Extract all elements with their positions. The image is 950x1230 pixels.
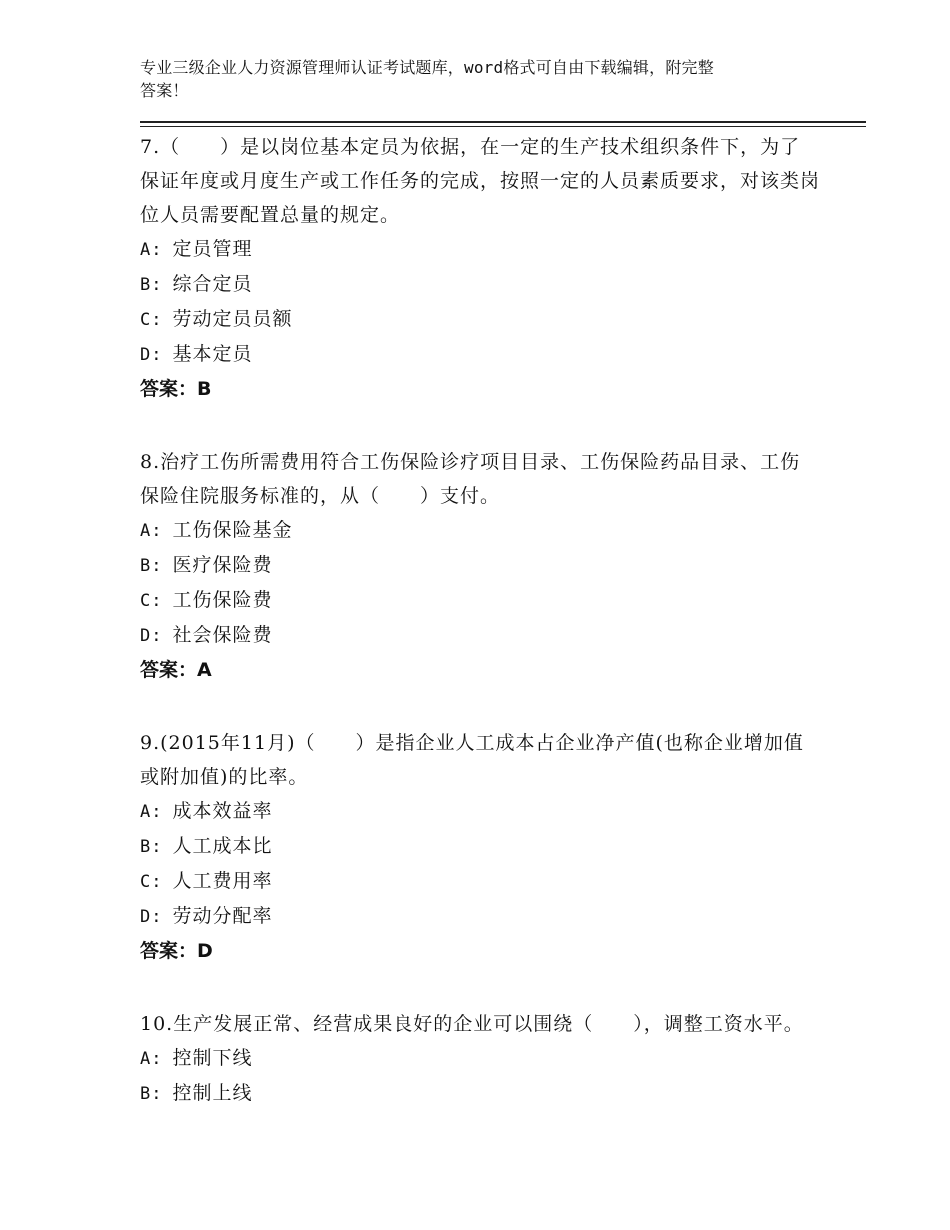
option-d — [140, 899, 820, 934]
answer-line: 答案：B — [140, 378, 212, 400]
question-stem: 10.生产发展正常、经营成果良好的企业可以围绕（ ），调整工资水平。 — [140, 1013, 804, 1035]
option-letter: D: — [140, 345, 163, 365]
option-letter: D: — [140, 907, 163, 927]
header-line-2: 答案！ — [140, 81, 189, 100]
option-d — [140, 337, 820, 372]
option-letter: D: — [140, 626, 163, 646]
option-letter: B: — [140, 1084, 163, 1104]
option-a — [140, 1041, 820, 1076]
question-7 — [140, 127, 820, 406]
option-a — [140, 794, 820, 829]
option-letter: A: — [140, 802, 163, 822]
question-8 — [140, 442, 820, 687]
option-a — [140, 513, 820, 548]
option-c — [140, 864, 820, 899]
question-stem: 9.(2015年11月)（ ）是指企业人工成本占企业净产值(也称企业增加值或附加值)的比率。 — [140, 732, 804, 788]
option-letter: C: — [140, 872, 163, 892]
option-text: 成本效益率 — [172, 800, 273, 822]
option-text: 综合定员 — [172, 273, 253, 295]
header-line-1: 专业三级企业人力资源管理师认证考试题库，word格式可自由下载编辑，附完整 — [140, 58, 714, 77]
question-9 — [140, 723, 820, 968]
option-letter: C: — [140, 591, 163, 611]
question-stem: 8.治疗工伤所需费用符合工伤保险诊疗项目目录、工伤保险药品目录、工伤保险住院服务标准的，从（ ）支付。 — [140, 451, 801, 507]
option-letter: C: — [140, 310, 163, 330]
answer-line: 答案：D — [140, 940, 213, 962]
option-text: 劳动分配率 — [172, 905, 273, 927]
option-text: 工伤保险费 — [172, 589, 273, 611]
question-list — [140, 127, 820, 1147]
option-letter: B: — [140, 837, 163, 857]
option-letter: B: — [140, 556, 163, 576]
option-letter: A: — [140, 521, 163, 541]
document-header — [140, 56, 820, 102]
option-text: 基本定员 — [172, 343, 253, 365]
question-stem: 7.（ ）是以岗位基本定员为依据，在一定的生产技术组织条件下，为了保证年度或月度生产或工作任务的完成，按照一定的人员素质要求，对该类岗位人员需要配置总量的规定。 — [140, 136, 821, 226]
answer-line: 答案：A — [140, 659, 212, 681]
option-text: 控制上线 — [172, 1082, 253, 1104]
option-b — [140, 267, 820, 302]
option-letter: A: — [140, 1049, 163, 1069]
option-b — [140, 1076, 820, 1111]
option-text: 控制下线 — [172, 1047, 253, 1069]
option-letter: A: — [140, 240, 163, 260]
option-text: 工伤保险基金 — [172, 519, 293, 541]
option-text: 人工成本比 — [172, 835, 273, 857]
option-letter: B: — [140, 275, 163, 295]
option-c — [140, 302, 820, 337]
option-text: 社会保险费 — [172, 624, 273, 646]
option-text: 人工费用率 — [172, 870, 273, 892]
option-a — [140, 232, 820, 267]
question-10 — [140, 1004, 820, 1111]
option-text: 医疗保险费 — [172, 554, 273, 576]
option-text: 定员管理 — [172, 238, 253, 260]
option-text: 劳动定员员额 — [172, 308, 293, 330]
option-d — [140, 618, 820, 653]
option-b — [140, 548, 820, 583]
option-c — [140, 583, 820, 618]
option-b — [140, 829, 820, 864]
